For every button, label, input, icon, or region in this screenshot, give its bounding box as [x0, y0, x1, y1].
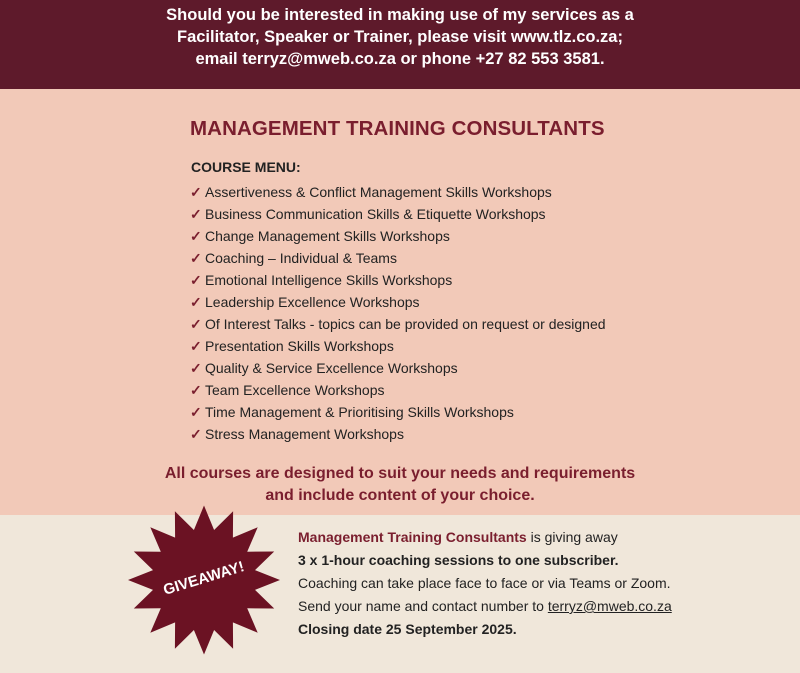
check-icon: ✓ [190, 360, 202, 376]
course-item [190, 225, 606, 247]
giveaway-line-4 [298, 595, 672, 618]
course-item-label: Coaching – Individual & Teams [205, 250, 397, 266]
check-icon: ✓ [190, 228, 202, 244]
course-item [190, 269, 606, 291]
check-icon: ✓ [190, 426, 202, 442]
course-item [190, 181, 606, 203]
course-item-label: Business Communication Skills & Etiquette Workshops [205, 206, 546, 222]
header-banner [0, 0, 800, 89]
tagline-line-2: and include content of your choice. [265, 487, 535, 504]
check-icon: ✓ [190, 206, 202, 222]
course-menu-label: COURSE MENU: [191, 159, 301, 175]
giveaway-brand: Management Training Consultants [298, 529, 527, 545]
check-icon: ✓ [190, 316, 202, 332]
giveaway-line-1 [298, 526, 672, 549]
course-item [190, 313, 606, 335]
header-line-3 [0, 48, 800, 70]
course-item [190, 291, 606, 313]
giveaway-badge-text: GIVEAWAY! [161, 558, 247, 599]
tagline [0, 463, 800, 507]
course-item-label: Change Management Skills Workshops [205, 228, 450, 244]
giveaway-closing-date: Closing date 25 September 2025. [298, 621, 517, 637]
giveaway-email-link[interactable]: terryz@mweb.co.za [547, 598, 672, 614]
giveaway-line-1-rest: is giving away [526, 529, 618, 545]
course-item-label: Time Management & Prioritising Skills Workshops [205, 404, 514, 420]
tagline-line-1: All courses are designed to suit your needs and requirements [164, 465, 636, 482]
course-item-label: Stress Management Workshops [205, 426, 404, 442]
course-item-label: Quality & Service Excellence Workshops [205, 360, 458, 376]
check-icon: ✓ [190, 272, 202, 288]
check-icon: ✓ [190, 184, 202, 200]
giveaway-line-3: Coaching can take place face to face or via Teams or Zoom. [298, 575, 671, 591]
check-icon: ✓ [190, 404, 202, 420]
giveaway-text [298, 526, 672, 641]
giveaway-starburst [115, 503, 293, 658]
header-phone: +27 82 553 3581. [475, 50, 605, 68]
check-icon: ✓ [190, 382, 202, 398]
course-item [190, 379, 606, 401]
header-line-1: Should you be interested in making use of my services as a [166, 6, 634, 24]
giveaway-line-4-prefix: Send your name and contact number to [298, 598, 548, 614]
course-item-label: Emotional Intelligence Skills Workshops [205, 272, 453, 288]
course-item-label: Leadership Excellence Workshops [205, 294, 420, 310]
course-item-label: Assertiveness & Conflict Management Skills Workshops [205, 184, 552, 200]
course-item [190, 423, 606, 445]
header-email[interactable]: terryz@mweb.co.za [242, 50, 396, 68]
page-title: MANAGEMENT TRAINING CONSULTANTS [190, 117, 605, 140]
course-item-label: Of Interest Talks - topics can be provided on request or designed [205, 316, 606, 332]
course-item-label: Team Excellence Workshops [205, 382, 385, 398]
course-section [0, 89, 800, 515]
course-item [190, 203, 606, 225]
check-icon: ✓ [190, 294, 202, 310]
course-item [190, 401, 606, 423]
giveaway-section [0, 515, 800, 673]
course-item [190, 357, 606, 379]
course-list [190, 181, 606, 445]
course-item [190, 247, 606, 269]
check-icon: ✓ [190, 338, 202, 354]
course-item [190, 335, 606, 357]
check-icon: ✓ [190, 250, 202, 266]
giveaway-line-2: 3 x 1-hour coaching sessions to one subscriber. [298, 552, 619, 568]
header-line-2: Facilitator, Speaker or Trainer, please visit www.tlz.co.za; [177, 28, 623, 46]
course-item-label: Presentation Skills Workshops [205, 338, 394, 354]
header-email-prefix: email [195, 50, 243, 68]
header-phone-prefix: or phone [395, 50, 476, 68]
